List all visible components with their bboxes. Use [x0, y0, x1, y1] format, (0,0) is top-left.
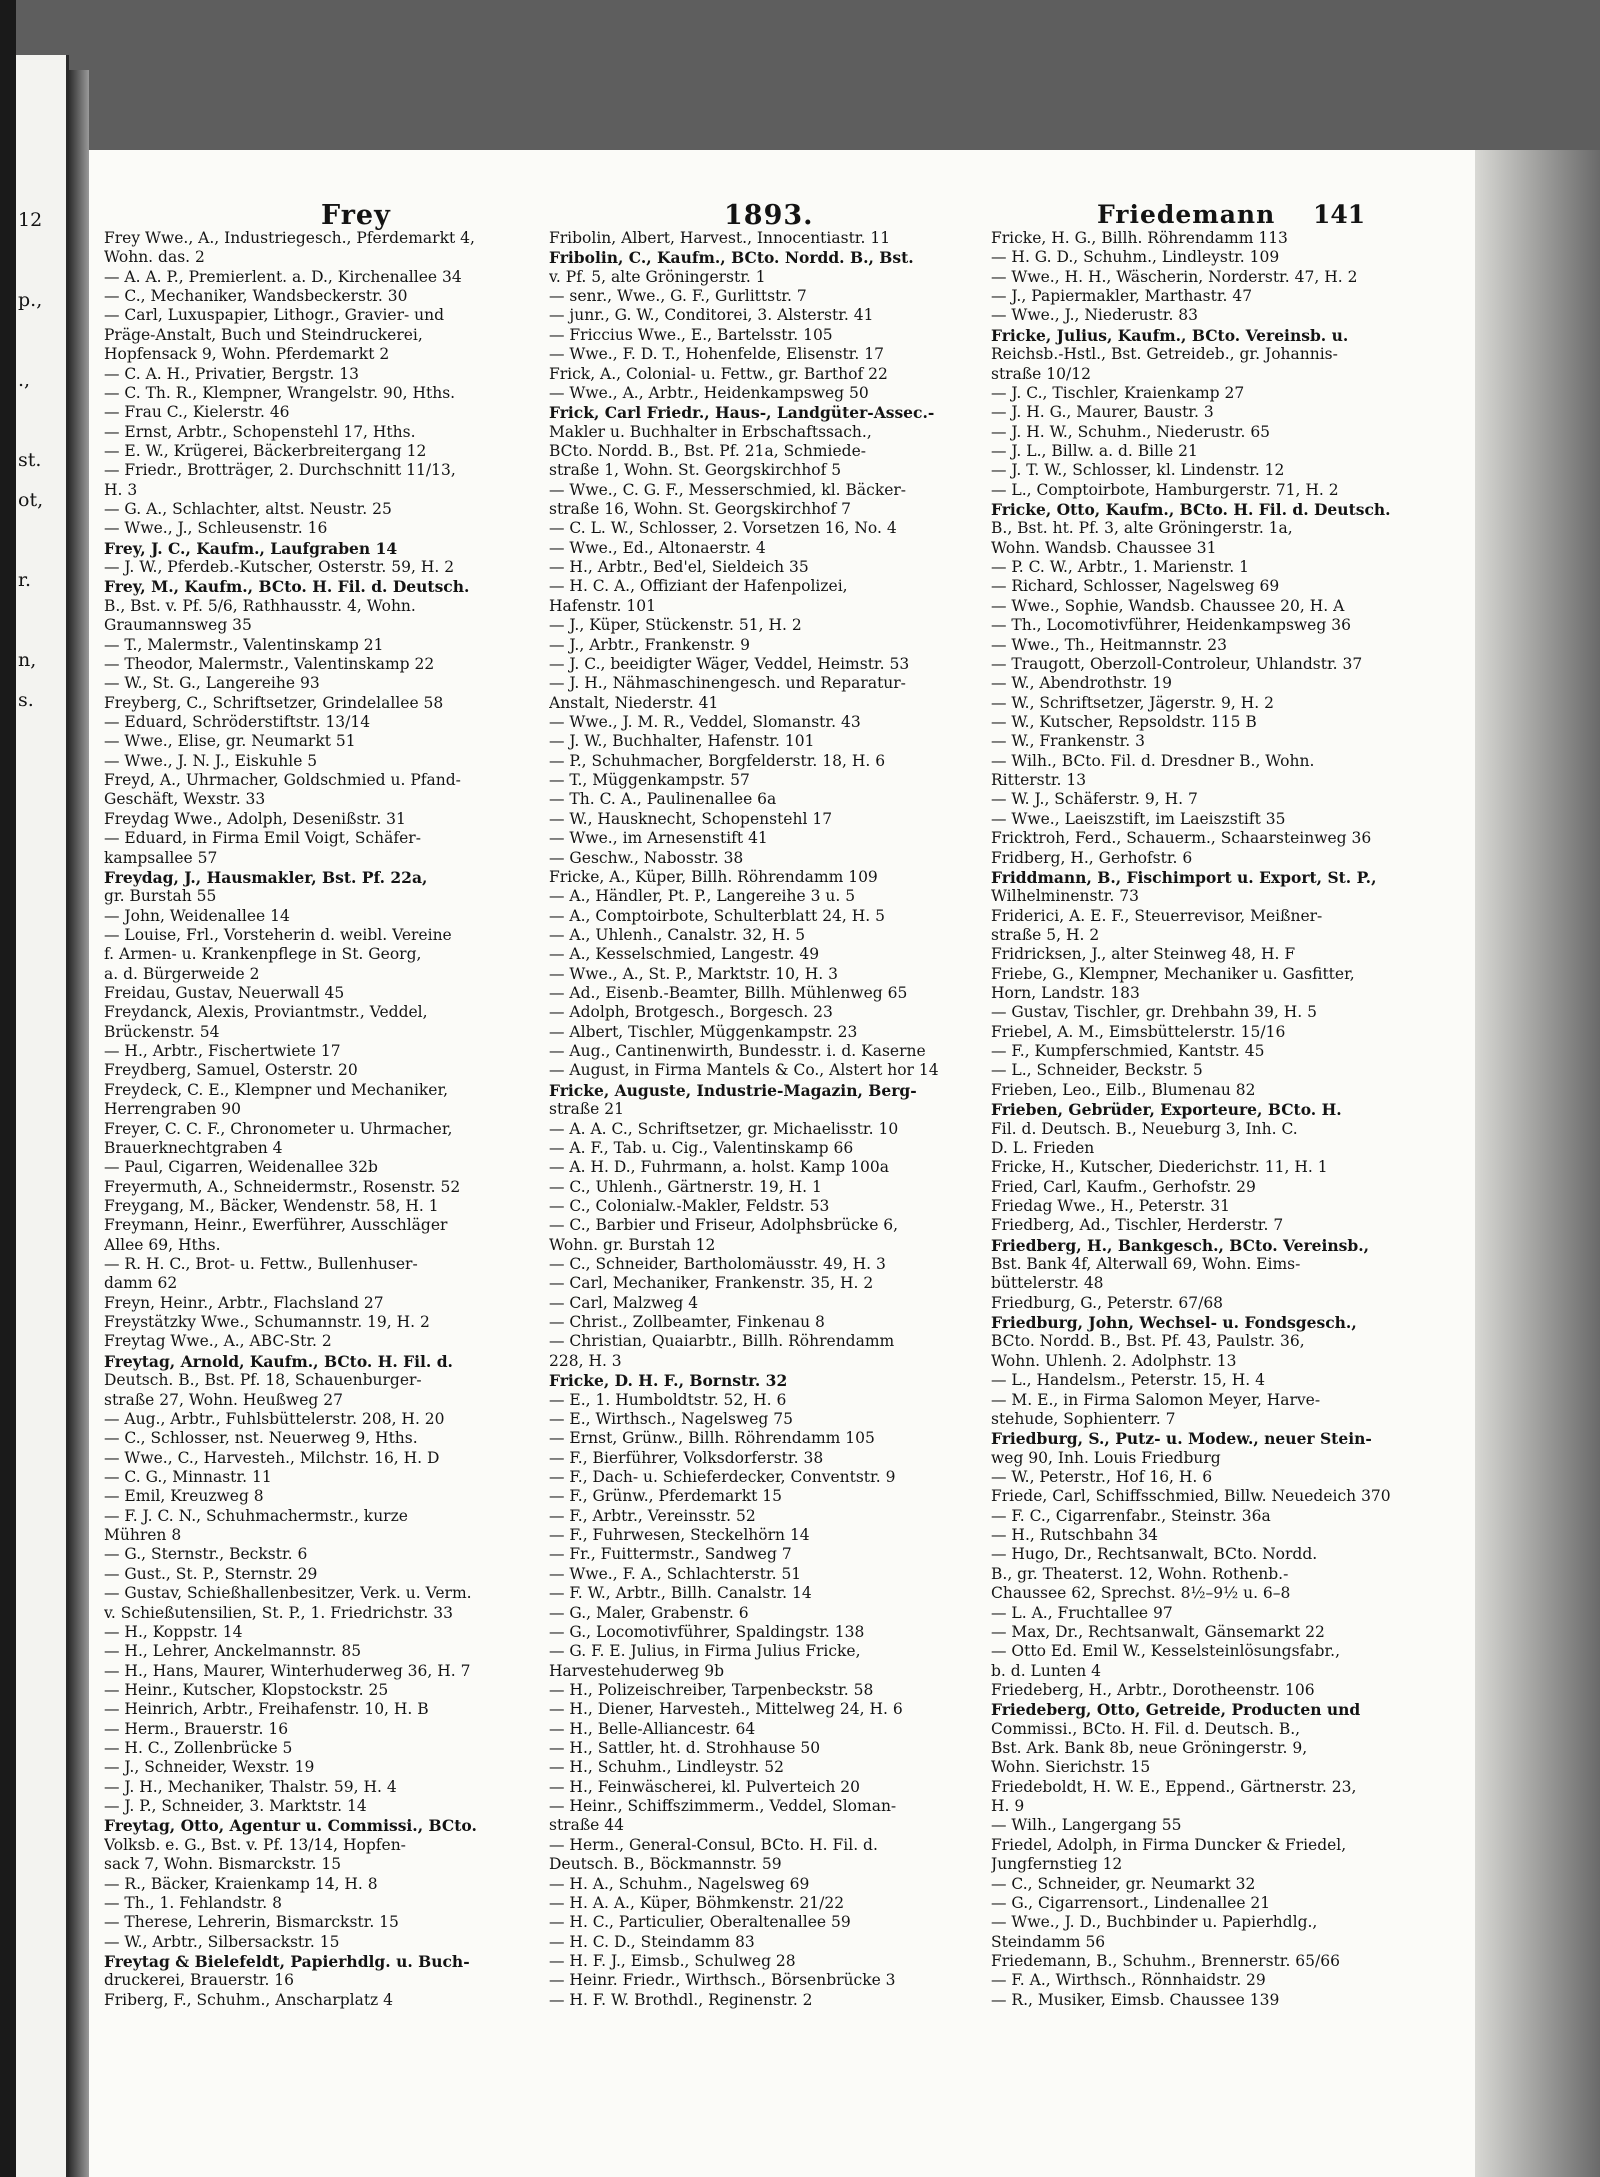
column-3	[991, 229, 1403, 2010]
directory-entry-line: Frick, Carl Friedr., Haus-, Landgüter-Assec.-	[549, 403, 935, 423]
directory-entry-line: Fricktroh, Ferd., Schauerm., Schaarsteinweg 36	[991, 829, 1372, 848]
directory-entry-line: büttelerstr. 48	[991, 1274, 1104, 1293]
directory-entry-line: Frey, J. C., Kaufm., Laufgraben 14	[104, 538, 398, 558]
directory-entry-line: straße 5, H. 2	[991, 925, 1100, 944]
directory-page	[89, 150, 1475, 2177]
directory-entry-line: — Emil, Kreuzweg 8	[104, 1487, 264, 1506]
directory-entry-line: B., gr. Theaterst. 12, Wohn. Rothenb.-	[991, 1564, 1289, 1583]
directory-entry-line: Deutsch. B., Bst. Pf. 18, Schauenburger-	[104, 1371, 422, 1390]
directory-entry-line: — Th., 1. Fehlandstr. 8	[104, 1893, 283, 1912]
directory-entry-line: Friebe, G., Klempner, Mechaniker u. Gasfitter,	[991, 964, 1355, 983]
previous-page-text-fragment: r.	[18, 569, 32, 591]
directory-entry-line: Freytag Wwe., A., ABC-Str. 2	[104, 1332, 332, 1351]
directory-entry-line: Freyer, C. C. F., Chronometer u. Uhrmacher,	[104, 1119, 453, 1138]
directory-entry-line: — C., Barbier und Friseur, Adolphsbrücke 6,	[549, 1216, 899, 1235]
directory-entry-line: — H., Sattler, ht. d. Strohhause 50	[549, 1739, 821, 1758]
directory-entry-line: — Wwe., J. N. J., Eiskuhle 5	[104, 751, 318, 770]
directory-entry-line: — H., Hans, Maurer, Winterhuderweg 36, H. 7	[104, 1661, 471, 1680]
directory-entry-line: Freytag & Bielefeldt, Papierhdlg. u. Buch-	[104, 1951, 470, 1971]
page-number: 141	[1313, 200, 1366, 229]
directory-entry-line: 228, H. 3	[549, 1351, 622, 1370]
directory-entry-line: — Wwe., Ed., Altonaerstr. 4	[549, 538, 766, 557]
directory-entry-line: — J. H., Nähmaschinengesch. und Reparatur-	[549, 674, 906, 693]
directory-entry-line: — T., Malermstr., Valentinskamp 21	[104, 635, 384, 654]
directory-entry-line: — Ernst, Arbtr., Schopenstehl 17, Hths.	[104, 422, 416, 441]
directory-entry-line: — Gustav, Tischler, gr. Drehbahn 39, H. 5	[991, 1003, 1317, 1022]
directory-entry-line: Chaussee 62, Sprechst. 8½–9½ u. 6–8	[991, 1584, 1291, 1603]
directory-entry-line: — Ernst, Grünw., Billh. Röhrendamm 105	[549, 1429, 875, 1448]
directory-entry-line: — Christ., Zollbeamter, Finkenau 8	[549, 1313, 825, 1332]
directory-entry-line: Friedag Wwe., H., Peterstr. 31	[991, 1196, 1230, 1215]
directory-entry-line: — Aug., Cantinenwirth, Bundesstr. i. d. Kaserne	[549, 1042, 926, 1061]
directory-entry-line: — Therese, Lehrerin, Bismarckstr. 15	[104, 1913, 399, 1932]
directory-entry-line: — E., Wirthsch., Nagelsweg 75	[549, 1409, 793, 1428]
directory-entry-line: — Wilh., BCto. Fil. d. Dresdner B., Wohn.	[991, 751, 1315, 770]
previous-page-text-fragment: 12	[18, 209, 43, 231]
directory-entry-line: v. Pf. 5, alte Gröningerstr. 1	[549, 267, 766, 286]
directory-entry-line: Freytag, Otto, Agentur u. Commissi., BCto.	[104, 1816, 477, 1836]
directory-entry-line: — J. L., Billw. a. d. Bille 21	[991, 441, 1198, 460]
directory-entry-line: — J. H. G., Maurer, Baustr. 3	[991, 403, 1214, 422]
directory-entry-line: gr. Burstah 55	[104, 887, 217, 906]
directory-entry-line: — H. G. D., Schuhm., Lindleystr. 109	[991, 248, 1280, 267]
directory-entry-line: — C., Uhlenh., Gärtnerstr. 19, H. 1	[549, 1177, 822, 1196]
directory-entry-line: Freyd, A., Uhrmacher, Goldschmied u. Pfand-	[104, 771, 461, 790]
previous-page-text-fragment: ot,	[18, 489, 44, 511]
directory-entry-line: — H. C., Particulier, Oberaltenallee 59	[549, 1913, 851, 1932]
directory-entry-line: Freytag, Arnold, Kaufm., BCto. H. Fil. d.	[104, 1351, 453, 1371]
header-year: 1893.	[724, 200, 814, 231]
directory-entry-line: Freydeck, C. E., Klempner und Mechaniker,	[104, 1080, 449, 1099]
directory-entry-line: Horn, Landstr. 183	[991, 984, 1140, 1003]
directory-entry-line: — P., Schuhmacher, Borgfelderstr. 18, H. 6	[549, 751, 886, 770]
directory-entry-line: — Wwe., H. H., Wäscherin, Norderstr. 47, H. 2	[991, 267, 1358, 286]
directory-entry-line: — A., Uhlenh., Canalstr. 32, H. 5	[549, 925, 806, 944]
directory-entry-line: — J., Schneider, Wexstr. 19	[104, 1758, 315, 1777]
directory-entry-line: Fricke, Otto, Kaufm., BCto. H. Fil. d. Deutsch.	[991, 500, 1391, 520]
directory-entry-line: — H., Belle-Alliancestr. 64	[549, 1719, 756, 1738]
directory-entry-line: — G., Cigarrensort., Lindenallee 21	[991, 1893, 1271, 1912]
directory-entry-line: stehude, Sophienterr. 7	[991, 1409, 1176, 1428]
directory-entry-line: — H., Rutschbahn 34	[991, 1526, 1159, 1545]
book-spine	[0, 0, 16, 2177]
directory-entry-line: — J., Papiermakler, Marthastr. 47	[991, 287, 1253, 306]
directory-entry-line: — P. C. W., Arbtr., 1. Marienstr. 1	[991, 558, 1249, 577]
directory-entry-line: — J. C., Tischler, Kraienkamp 27	[991, 383, 1245, 402]
directory-entry-line: — E. W., Krügerei, Bäckerbreitergang 12	[104, 441, 427, 460]
directory-entry-line: Frey, M., Kaufm., BCto. H. Fil. d. Deutsch.	[104, 577, 470, 597]
directory-entry-line: Frick, A., Colonial- u. Fettw., gr. Barthof 22	[549, 364, 888, 383]
directory-entry-line: Wohn. Wandsb. Chaussee 31	[991, 538, 1217, 557]
directory-entry-line: Friderici, A. E. F., Steuerrevisor, Meißner-	[991, 906, 1323, 925]
directory-entry-line: Allee 69, Hths.	[104, 1235, 221, 1254]
directory-entry-line: weg 90, Inh. Louis Friedburg	[991, 1448, 1221, 1467]
directory-entry-line: Fridberg, H., Gerhofstr. 6	[991, 848, 1193, 867]
directory-entry-line: sack 7, Wohn. Bismarckstr. 15	[104, 1855, 342, 1874]
directory-entry-line: Fil. d. Deutsch. B., Neueburg 3, Inh. C.	[991, 1119, 1298, 1138]
directory-entry-line: Freyermuth, A., Schneidermstr., Rosenstr. 52	[104, 1177, 461, 1196]
directory-entry-line: Makler u. Buchhalter in Erbschaftssach.,	[549, 422, 872, 441]
column-1	[104, 229, 516, 2010]
directory-entry-line: — W., Peterstr., Hof 16, H. 6	[991, 1468, 1213, 1486]
directory-entry-line: — F., Fuhrwesen, Steckelhörn 14	[549, 1526, 810, 1545]
directory-entry-line: Harvestehuderweg 9b	[549, 1661, 724, 1680]
directory-entry-line: Friede, Carl, Schiffsschmied, Billw. Neuedeich 370	[991, 1487, 1391, 1506]
directory-entry-line: kampsallee 57	[104, 848, 218, 867]
directory-entry-line: — A. H. D., Fuhrmann, a. holst. Kamp 100a	[549, 1158, 889, 1177]
directory-entry-line: — W., Kutscher, Repsoldstr. 115 B	[991, 712, 1257, 731]
directory-entry-line: Hopfensack 9, Wohn. Pferdemarkt 2	[104, 345, 390, 364]
directory-entry-line: Friebel, A. M., Eimsbüttelerstr. 15/16	[991, 1022, 1286, 1041]
directory-entry-line: — Wwe., F. A., Schlachterstr. 51	[549, 1564, 802, 1583]
page-right-edge	[1475, 150, 1600, 2177]
directory-entry-line: — Eduard, in Firma Emil Voigt, Schäfer-	[104, 829, 421, 848]
directory-entry-line: — Wilh., Langergang 55	[991, 1816, 1182, 1835]
directory-entry-line: — Theodor, Malermstr., Valentinskamp 22	[104, 654, 435, 673]
directory-entry-line: Fricke, A., Küper, Billh. Röhrendamm 109	[549, 867, 878, 886]
directory-entry-line: — H., Schuhm., Lindleystr. 52	[549, 1758, 784, 1777]
directory-entry-line: — C., Colonialw.-Makler, Feldstr. 53	[549, 1196, 830, 1215]
directory-entry-line: Freyn, Heinr., Arbtr., Flachsland 27	[104, 1293, 384, 1312]
header-left-keyword: Frey	[321, 200, 391, 231]
directory-entry-line: Friedeboldt, H. W. E., Eppend., Gärtnerstr. 23,	[991, 1777, 1357, 1796]
directory-entry-line: — J. W., Pferdeb.-Kutscher, Osterstr. 59, H. 2	[104, 558, 455, 577]
directory-entry-line: — Carl, Luxuspapier, Lithogr., Gravier- und	[104, 306, 445, 325]
directory-entry-line: — G., Locomotivführer, Spaldingstr. 138	[549, 1622, 865, 1641]
directory-entry-line: Frieben, Leo., Eilb., Blumenau 82	[991, 1080, 1256, 1099]
previous-page-text-fragment: st.	[18, 449, 42, 471]
directory-entry-line: — L. A., Fruchtallee 97	[991, 1603, 1173, 1622]
directory-entry-line: — R., Bäcker, Kraienkamp 14, H. 8	[104, 1874, 378, 1893]
directory-entry-line: — H. F. W. Brothdl., Reginenstr. 2	[549, 1990, 813, 2009]
directory-entry-line: Freidau, Gustav, Neuerwall 45	[104, 984, 345, 1003]
directory-entry-line: a. d. Bürgerweide 2	[104, 964, 260, 983]
directory-entry-line: — W., Frankenstr. 3	[991, 732, 1145, 751]
directory-entry-line: — A., Kesselschmied, Langestr. 49	[549, 945, 820, 964]
header-right-keyword: Friedemann	[1097, 200, 1276, 229]
directory-entry-line: druckerei, Brauerstr. 16	[104, 1971, 295, 1990]
directory-entry-line: — Heinrich, Arbtr., Freihafenstr. 10, H. B	[104, 1700, 429, 1719]
directory-entry-line: Friedel, Adolph, in Firma Duncker & Friedel,	[991, 1835, 1347, 1854]
directory-entry-line: — Aug., Arbtr., Fuhlsbüttelerstr. 208, H. 20	[104, 1409, 445, 1428]
directory-entry-line: — H. C. D., Steindamm 83	[549, 1932, 755, 1951]
directory-entry-line: Steindamm 56	[991, 1932, 1106, 1951]
directory-entry-line: Freydanck, Alexis, Proviantmstr., Veddel,	[104, 1003, 428, 1022]
directory-entry-line: Freystätzky Wwe., Schumannstr. 19, H. 2	[104, 1313, 430, 1332]
directory-entry-line: Herrengraben 90	[104, 1100, 241, 1119]
directory-entry-line: — W., Abendrothstr. 19	[991, 674, 1173, 693]
directory-entry-line: Bst. Ark. Bank 8b, neue Gröningerstr. 9,	[991, 1739, 1308, 1758]
directory-entry-line: — Friccius Wwe., E., Bartelsstr. 105	[549, 325, 833, 344]
directory-entry-line: Fridricksen, J., alter Steinweg 48, H. F	[991, 945, 1296, 964]
directory-entry-line: — August, in Firma Mantels & Co., Alstert hor 14	[549, 1061, 939, 1080]
directory-entry-line: b. d. Lunten 4	[991, 1661, 1101, 1680]
directory-entry-line: — H. C. A., Offiziant der Hafenpolizei,	[549, 577, 848, 596]
previous-page-text-fragment: p.,	[18, 289, 43, 311]
directory-entry-line: — G., Sternstr., Beckstr. 6	[104, 1545, 308, 1564]
directory-entry-line: — senr., Wwe., G. F., Gurlittstr. 7	[549, 287, 807, 306]
directory-entry-line: Fribolin, Albert, Harvest., Innocentiastr. 11	[549, 229, 891, 247]
directory-entry-line: — L., Handelsm., Peterstr. 15, H. 4	[991, 1371, 1265, 1390]
directory-entry-line: Reichsb.-Hstl., Bst. Getreideb., gr. Johannis-	[991, 345, 1338, 364]
directory-entry-line: — C. Th. R., Klempner, Wrangelstr. 90, Hths.	[104, 383, 456, 402]
directory-entry-line: — Eduard, Schröderstiftstr. 13/14	[104, 712, 371, 731]
directory-entry-line: — Th., Locomotivführer, Heidenkampsweg 36	[991, 616, 1351, 635]
directory-entry-line: — H., Lehrer, Anckelmannstr. 85	[104, 1642, 362, 1661]
directory-entry-line: — Herm., General-Consul, BCto. H. Fil. d.	[549, 1835, 878, 1854]
directory-entry-line: — Traugott, Oberzoll-Controleur, Uhlandstr. 37	[991, 654, 1363, 673]
directory-entry-line: Fribolin, C., Kaufm., BCto. Nordd. B., Bst.	[549, 248, 914, 268]
previous-page-edge	[16, 55, 69, 2177]
directory-entry-line: Commissi., BCto. H. Fil. d. Deutsch. B.,	[991, 1719, 1301, 1738]
directory-entry-line: — junr., G. W., Conditorei, 3. Alsterstr. 41	[549, 306, 874, 325]
directory-entry-line: — Wwe., J., Schleusenstr. 16	[104, 519, 328, 538]
directory-entry-line: Wohn. Sierichstr. 15	[991, 1758, 1151, 1777]
directory-entry-line: — H., Polizeischreiber, Tarpenbeckstr. 58	[549, 1680, 874, 1699]
directory-entry-line: — R., Musiker, Eimsb. Chaussee 139	[991, 1990, 1280, 2009]
directory-entry-line: — Friedr., Brotträger, 2. Durchschnitt 11/13,	[104, 461, 456, 480]
directory-entry-line: — G., Maler, Grabenstr. 6	[549, 1603, 749, 1622]
directory-entry-line: — Wwe., Laeiszstift, im Laeiszstift 35	[991, 809, 1286, 828]
directory-entry-line: Fricke, D. H. F., Bornstr. 32	[549, 1371, 788, 1391]
directory-entry-line: Freygang, M., Bäcker, Wendenstr. 58, H. 1	[104, 1196, 439, 1215]
directory-entry-line: Friedburg, S., Putz- u. Modew., neuer Stein-	[991, 1429, 1372, 1449]
directory-entry-line: D. L. Frieden	[991, 1138, 1095, 1157]
directory-entry-line: — H. F. J., Eimsb., Schulweg 28	[549, 1951, 796, 1970]
column-2	[549, 229, 961, 2010]
directory-entry-line: Friedberg, H., Bankgesch., BCto. Vereinsb.,	[991, 1235, 1370, 1255]
directory-entry-line: Graumannsweg 35	[104, 616, 252, 635]
directory-entry-line: — J. H. W., Schuhm., Niederustr. 65	[991, 422, 1271, 441]
directory-entry-line: — J. H., Mechaniker, Thalstr. 59, H. 4	[104, 1777, 397, 1796]
directory-entry-line: Wohn. das. 2	[104, 248, 205, 267]
directory-entry-line: — Heinr. Friedr., Wirthsch., Börsenbrücke 3	[549, 1971, 896, 1990]
directory-entry-line: — C., Mechaniker, Wandsbeckerstr. 30	[104, 287, 408, 306]
directory-entry-line: — Wwe., Elise, gr. Neumarkt 51	[104, 732, 356, 751]
directory-entry-line: Wilhelminenstr. 73	[991, 887, 1139, 906]
directory-entry-line: f. Armen- u. Krankenpflege in St. Georg,	[104, 945, 422, 964]
directory-entry-line: Friedburg, G., Peterstr. 67/68	[991, 1293, 1224, 1312]
directory-entry-line: — W. J., Schäferstr. 9, H. 7	[991, 790, 1198, 809]
directory-entry-line: Friedburg, John, Wechsel- u. Fondsgesch.,	[991, 1313, 1357, 1333]
page-gutter	[69, 70, 89, 2177]
directory-entry-line: B., Bst. ht. Pf. 3, alte Gröningerstr. 1a,	[991, 519, 1293, 538]
directory-entry-line: — H., Arbtr., Fischertwiete 17	[104, 1042, 341, 1061]
directory-entry-line: Friberg, F., Schuhm., Anscharplatz 4	[104, 1990, 393, 2009]
directory-entry-line: straße 16, Wohn. St. Georgskirchhof 7	[549, 500, 852, 519]
directory-entry-line: — Louise, Frl., Vorsteherin d. weibl. Vereine	[104, 925, 452, 944]
directory-entry-line: — W., St. G., Langereihe 93	[104, 674, 320, 693]
directory-entry-line: straße 21	[549, 1100, 625, 1119]
directory-entry-line: — Max, Dr., Rechtsanwalt, Gänsemarkt 22	[991, 1622, 1325, 1641]
directory-entry-line: Frey Wwe., A., Industriegesch., Pferdemarkt 4,	[104, 229, 475, 247]
directory-entry-line: — C., Schneider, gr. Neumarkt 32	[991, 1874, 1256, 1893]
directory-entry-line: straße 10/12	[991, 364, 1091, 383]
directory-entry-line: H. 3	[104, 480, 138, 499]
directory-entry-line: — F., Arbtr., Vereinsstr. 52	[549, 1506, 756, 1525]
directory-entry-line: — J. P., Schneider, 3. Marktstr. 14	[104, 1797, 367, 1816]
directory-entry-line: — Herm., Brauerstr. 16	[104, 1719, 289, 1738]
directory-entry-line: — Albert, Tischler, Müggenkampstr. 23	[549, 1022, 858, 1041]
directory-entry-line: Präge-Anstalt, Buch und Steindruckerei,	[104, 325, 423, 344]
directory-entry-line: — F. A., Wirthsch., Rönnhaidstr. 29	[991, 1971, 1266, 1990]
directory-entry-line: — W., Schriftsetzer, Jägerstr. 9, H. 2	[991, 693, 1274, 712]
directory-entry-line: — J., Arbtr., Frankenstr. 9	[549, 635, 751, 654]
previous-page-text-fragment: s.	[18, 689, 34, 711]
directory-entry-line: — J. C., beeidigter Wäger, Veddel, Heimstr. 53	[549, 654, 910, 673]
directory-entry-line: — A. A. P., Premierlent. a. D., Kirchenallee 34	[104, 267, 462, 286]
directory-entry-line: Friedberg, Ad., Tischler, Herderstr. 7	[991, 1216, 1284, 1235]
directory-entry-line: Freyberg, C., Schriftsetzer, Grindelallee 58	[104, 693, 444, 712]
directory-entry-line: — Wwe., Sophie, Wandsb. Chaussee 20, H. A	[991, 596, 1345, 615]
directory-entry-line: Freydag, J., Hausmakler, Bst. Pf. 22a,	[104, 867, 428, 887]
directory-entry-line: — Geschw., Nabosstr. 38	[549, 848, 744, 867]
directory-entry-line: damm 62	[104, 1274, 178, 1293]
directory-entry-line: — Wwe., A., St. P., Marktstr. 10, H. 3	[549, 964, 839, 983]
directory-entry-line: — Ad., Eisenb.-Beamter, Billh. Mühlenweg 65	[549, 984, 908, 1003]
directory-entry-line: Freymann, Heinr., Ewerführer, Ausschläger	[104, 1216, 448, 1235]
directory-entry-line: BCto. Nordd. B., Bst. Pf. 43, Paulstr. 36,	[991, 1332, 1305, 1351]
directory-entry-line: — F. J. C. N., Schuhmachermstr., kurze	[104, 1506, 408, 1525]
directory-entry-line: — Wwe., im Arnesenstift 41	[549, 829, 768, 848]
directory-entry-line: — Th. C. A., Paulinenallee 6a	[549, 790, 777, 809]
directory-entry-line: — F. C., Cigarrenfabr., Steinstr. 36a	[991, 1506, 1271, 1525]
directory-entry-line: — C. A. H., Privatier, Bergstr. 13	[104, 364, 360, 383]
directory-entry-line: BCto. Nordd. B., Bst. Pf. 21a, Schmiede-	[549, 441, 867, 460]
directory-entry-line: — W., Arbtr., Silbersackstr. 15	[104, 1932, 340, 1951]
directory-entry-line: — Heinr., Kutscher, Klopstockstr. 25	[104, 1680, 389, 1699]
directory-entry-line: Deutsch. B., Böckmannstr. 59	[549, 1855, 782, 1874]
directory-entry-line: — H. A., Schuhm., Nagelsweg 69	[549, 1874, 810, 1893]
directory-entry-line: — Wwe., J. D., Buchbinder u. Papierhdlg.,	[991, 1913, 1318, 1932]
directory-entry-line: — H., Feinwäscherei, kl. Pulverteich 20	[549, 1777, 861, 1796]
directory-entry-line: — A., Händler, Pt. P., Langereihe 3 u. 5	[549, 887, 856, 906]
directory-entry-line: — Wwe., J. M. R., Veddel, Slomanstr. 43	[549, 712, 861, 731]
directory-entry-line: — T., Müggenkampstr. 57	[549, 771, 750, 790]
directory-entry-line: — L., Comptoirbote, Hamburgerstr. 71, H. 2	[991, 480, 1339, 499]
directory-entry-line: — C. G., Minnastr. 11	[104, 1468, 272, 1486]
directory-entry-line: — F. W., Arbtr., Billh. Canalstr. 14	[549, 1584, 812, 1603]
directory-entry-line: straße 44	[549, 1816, 625, 1835]
directory-entry-line: Fricke, H., Kutscher, Diederichstr. 11, H. 1	[991, 1158, 1328, 1177]
directory-entry-line: — Richard, Schlosser, Nagelsweg 69	[991, 577, 1280, 596]
directory-entry-line: Brauerknechtgraben 4	[104, 1138, 283, 1157]
directory-entry-line: Mühren 8	[104, 1526, 182, 1545]
directory-entry-line: — J., Küper, Stückenstr. 51, H. 2	[549, 616, 802, 635]
directory-entry-line: Anstalt, Niederstr. 41	[549, 693, 719, 712]
directory-entry-line: — L., Schneider, Beckstr. 5	[991, 1061, 1203, 1080]
directory-entry-line: Ritterstr. 13	[991, 771, 1087, 790]
directory-entry-line: Freydberg, Samuel, Osterstr. 20	[104, 1061, 358, 1080]
directory-entry-line: — Wwe., A., Arbtr., Heidenkampsweg 50	[549, 383, 869, 402]
directory-entry-line: — John, Weidenallee 14	[104, 906, 290, 925]
directory-entry-line: — H. C., Zollenbrücke 5	[104, 1739, 293, 1758]
directory-entry-line: Jungfernstieg 12	[991, 1855, 1123, 1874]
directory-entry-line: Fricke, Julius, Kaufm., BCto. Vereinsb. u.	[991, 325, 1349, 345]
directory-entry-line: Friedeberg, H., Arbtr., Dorotheenstr. 106	[991, 1680, 1315, 1699]
directory-entry-line: Hafenstr. 101	[549, 596, 656, 615]
directory-entry-line: — Otto Ed. Emil W., Kesselsteinlösungsfabr.,	[991, 1642, 1341, 1661]
directory-entry-line: — F., Grünw., Pferdemarkt 15	[549, 1487, 782, 1506]
directory-entry-line: straße 1, Wohn. St. Georgskirchhof 5	[549, 461, 842, 480]
directory-entry-line: Wohn. Uhlenh. 2. Adolphstr. 13	[991, 1351, 1237, 1370]
directory-entry-line: Geschäft, Wexstr. 33	[104, 790, 266, 809]
directory-entry-line: Volksb. e. G., Bst. v. Pf. 13/14, Hopfen-	[104, 1835, 406, 1854]
directory-entry-line: — G. F. E. Julius, in Firma Julius Fricke,	[549, 1642, 861, 1661]
directory-entry-line: — C., Schlosser, nst. Neuerweg 9, Hths.	[104, 1429, 418, 1448]
directory-entry-line: — Christian, Quaiarbtr., Billh. Röhrendamm	[549, 1332, 895, 1351]
directory-entry-line: H. 9	[991, 1797, 1025, 1816]
directory-entry-line: Fricke, Auguste, Industrie-Magazin, Berg-	[549, 1080, 917, 1100]
directory-entry-line: — J. W., Buchhalter, Hafenstr. 101	[549, 732, 815, 751]
directory-entry-line: Friedeberg, Otto, Getreide, Producten und	[991, 1700, 1361, 1720]
directory-entry-line: Brückenstr. 54	[104, 1022, 220, 1041]
directory-entry-line: — Carl, Mechaniker, Frankenstr. 35, H. 2	[549, 1274, 874, 1293]
directory-entry-line: — F., Bierführer, Volksdorferstr. 38	[549, 1448, 824, 1467]
previous-page-text-fragment: .,	[18, 369, 31, 391]
directory-entry-line: — Hugo, Dr., Rechtsanwalt, BCto. Nordd.	[991, 1545, 1318, 1564]
directory-entry-line: — H., Diener, Harvesteh., Mittelweg 24, H. 6	[549, 1700, 903, 1719]
directory-entry-line: straße 27, Wohn. Heußweg 27	[104, 1390, 343, 1409]
directory-entry-line: — E., 1. Humboldtstr. 52, H. 6	[549, 1390, 787, 1409]
directory-entry-line: — A. F., Tab. u. Cig., Valentinskamp 66	[549, 1138, 854, 1157]
directory-entry-line: — H., Arbtr., Bed'el, Sieldeich 35	[549, 558, 809, 577]
directory-entry-line: — Paul, Cigarren, Weidenallee 32b	[104, 1158, 378, 1177]
directory-entry-line: — Gustav, Schießhallenbesitzer, Verk. u. Verm.	[104, 1584, 472, 1603]
directory-entry-line: — J. T. W., Schlosser, kl. Lindenstr. 12	[991, 461, 1285, 480]
directory-entry-line: Bst. Bank 4f, Alterwall 69, Wohn. Eims-	[991, 1255, 1301, 1274]
directory-entry-line: — W., Hausknecht, Schopenstehl 17	[549, 809, 833, 828]
directory-entry-line: — Wwe., C. G. F., Messerschmied, kl. Bäcker-	[549, 480, 907, 499]
directory-entry-line: Friedemann, B., Schuhm., Brennerstr. 65/66	[991, 1951, 1340, 1970]
directory-entry-line: — Wwe., F. D. T., Hohenfelde, Elisenstr. 17	[549, 345, 884, 364]
directory-entry-line: — Wwe., J., Niederustr. 83	[991, 306, 1199, 325]
directory-entry-line: v. Schießutensilien, St. P., 1. Friedrichstr. 33	[104, 1603, 453, 1622]
directory-entry-line: B., Bst. v. Pf. 5/6, Rathhausstr. 4, Wohn.	[104, 596, 416, 615]
directory-entry-line: — Gust., St. P., Sternstr. 29	[104, 1564, 318, 1583]
directory-entry-line: — A. A. C., Schriftsetzer, gr. Michaelisstr. 10	[549, 1119, 899, 1138]
directory-entry-line: Fried, Carl, Kaufm., Gerhofstr. 29	[991, 1177, 1256, 1196]
directory-entry-line: — Carl, Malzweg 4	[549, 1293, 699, 1312]
directory-entry-line: — C., Schneider, Bartholomäusstr. 49, H. 3	[549, 1255, 886, 1274]
directory-entry-line: — M. E., in Firma Salomon Meyer, Harve-	[991, 1390, 1321, 1409]
directory-entry-line: Freydag Wwe., Adolph, Desenißstr. 31	[104, 809, 406, 828]
directory-entry-line: — H. A. A., Küper, Böhmkenstr. 21/22	[549, 1893, 845, 1912]
directory-entry-line: Wohn. gr. Burstah 12	[549, 1235, 716, 1254]
directory-entry-line: — F., Dach- u. Schieferdecker, Conventstr. 9	[549, 1468, 896, 1486]
directory-entry-line: Frieben, Gebrüder, Exporteure, BCto. H.	[991, 1100, 1342, 1120]
directory-entry-line: — Fr., Fuittermstr., Sandweg 7	[549, 1545, 792, 1564]
directory-entry-line: Fricke, H. G., Billh. Röhrendamm 113	[991, 229, 1288, 247]
directory-entry-line: — Adolph, Brotgesch., Borgesch. 23	[549, 1003, 833, 1022]
directory-entry-line: — F., Kumpferschmied, Kantstr. 45	[991, 1042, 1265, 1061]
directory-entry-line: — Frau C., Kielerstr. 46	[104, 403, 290, 422]
previous-page-text-fragment: n,	[18, 649, 37, 671]
directory-entry-line: — Wwe., Th., Heitmannstr. 23	[991, 635, 1227, 654]
directory-entry-line: — C. L. W., Schlosser, 2. Vorsetzen 16, No. 4	[549, 519, 897, 538]
directory-entry-line: — Heinr., Schiffszimmerm., Veddel, Sloman-	[549, 1797, 897, 1816]
directory-entry-line: — A., Comptoirbote, Schulterblatt 24, H. 5	[549, 906, 885, 925]
directory-entry-line: — R. H. C., Brot- u. Fettw., Bullenhuser-	[104, 1255, 418, 1274]
directory-entry-line: — Wwe., C., Harvesteh., Milchstr. 16, H. D	[104, 1448, 440, 1467]
directory-entry-line: — H., Koppstr. 14	[104, 1622, 243, 1641]
directory-entry-line: — G. A., Schlachter, altst. Neustr. 25	[104, 500, 392, 519]
directory-entry-line: Friddmann, B., Fischimport u. Export, St. P.,	[991, 867, 1377, 887]
